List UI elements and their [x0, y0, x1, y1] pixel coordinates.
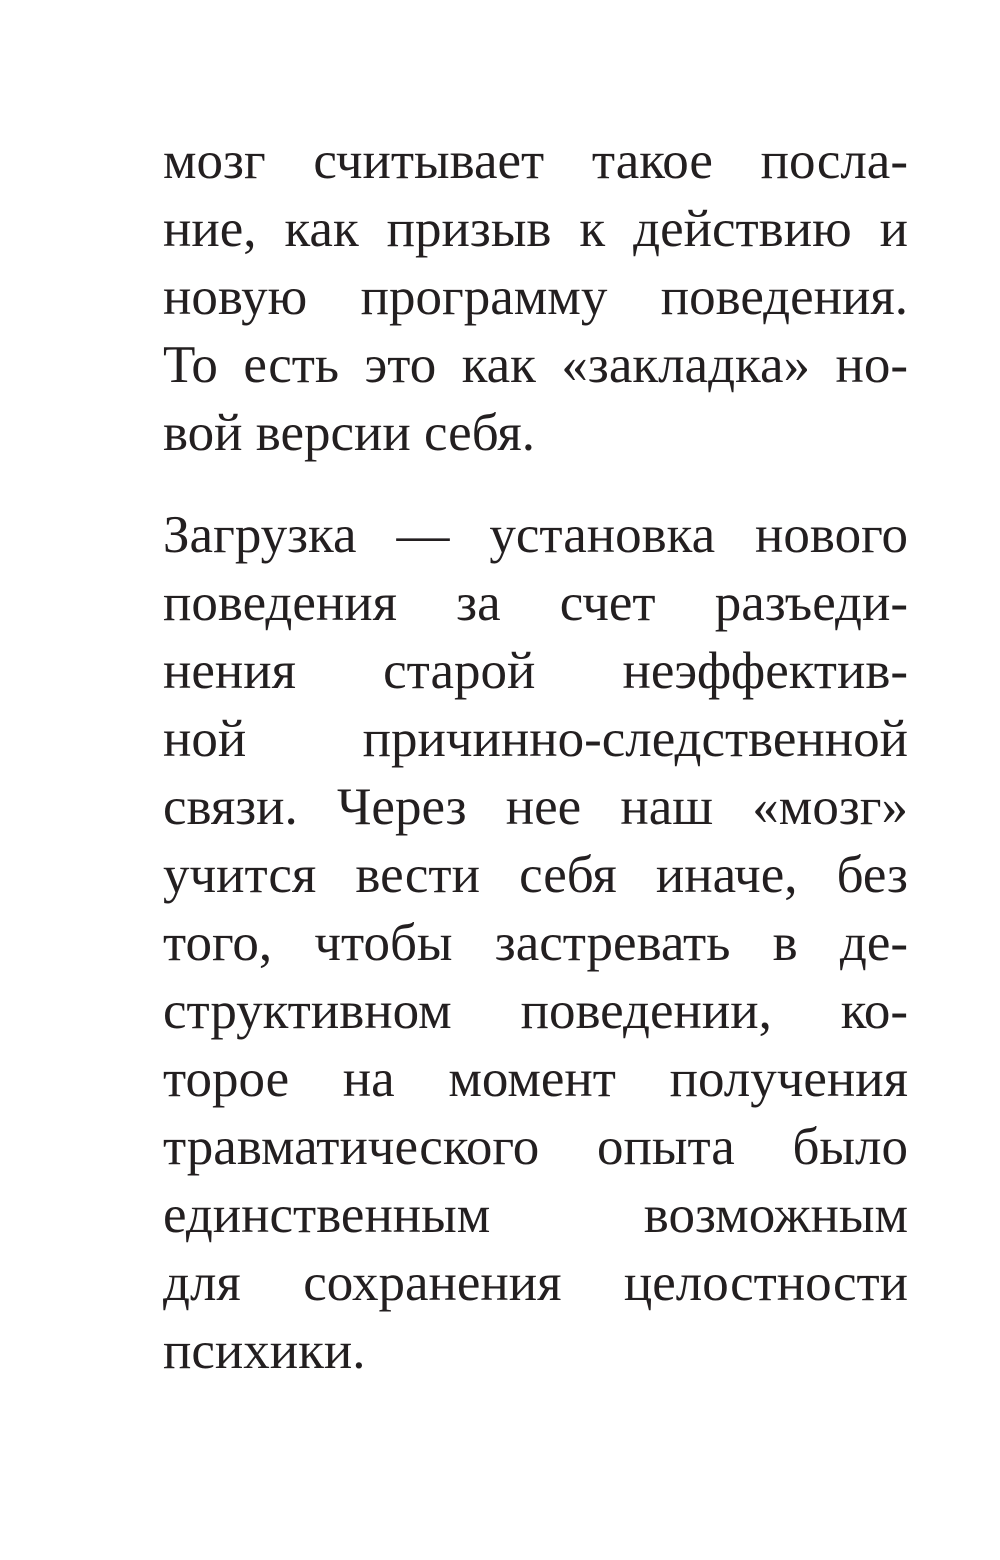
text-line: того, чтобы застревать в де- [163, 914, 908, 972]
text-line: торое на момент получения [163, 1050, 908, 1108]
text-line: структивном поведении, ко- [163, 982, 908, 1040]
text-line: Загрузка — установка нового [163, 506, 908, 564]
text-line: То есть это как «закладка» но- [163, 336, 908, 394]
text-line: поведения за счет разъеди- [163, 574, 908, 632]
text-line: психики. [163, 1322, 366, 1380]
text-line: для сохранения целостности [163, 1254, 908, 1312]
text-line: ной причинно-следственной [163, 710, 908, 768]
paragraph-2 [163, 501, 908, 1385]
text-line: ние, как призыв к действию и [163, 200, 908, 258]
paragraph-1 [163, 127, 908, 467]
text-line: связи. Через нее наш «мозг» [163, 778, 908, 836]
text-line: вой версии себя. [163, 404, 535, 462]
text-line: нения старой неэффектив- [163, 642, 908, 700]
text-line: учится вести себя иначе, без [163, 846, 908, 904]
text-line: мозг считывает такое посла- [163, 132, 908, 190]
text-line: единственным возможным [163, 1186, 908, 1244]
text-line: новую программу поведения. [163, 268, 908, 326]
text-line: травматического опыта было [163, 1118, 908, 1176]
